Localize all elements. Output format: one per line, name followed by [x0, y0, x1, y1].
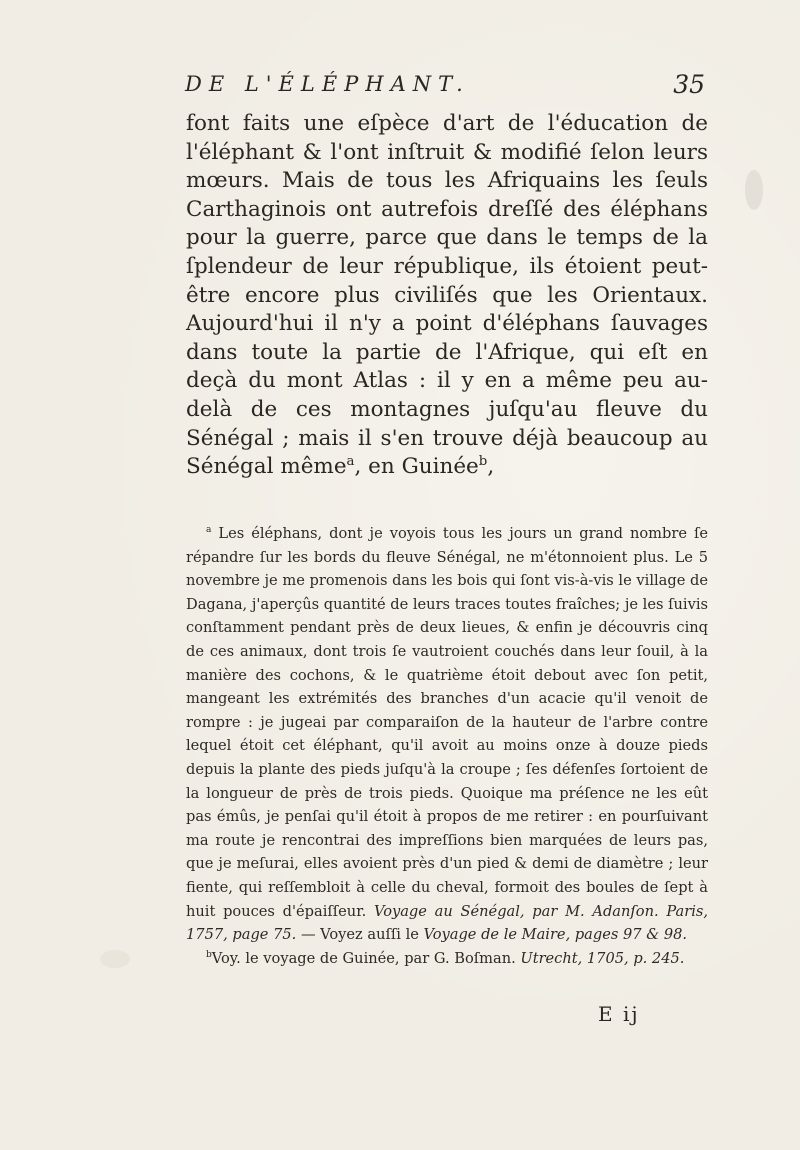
page-header: [185, 66, 705, 106]
footnote-a: [186, 522, 708, 947]
footnote-extra: — Voyez auſſi le: [300, 926, 419, 944]
main-text-mid: , en Guinée: [354, 454, 479, 480]
footnote-ref-b[interactable]: b: [478, 453, 488, 469]
footnote-ref-a[interactable]: a: [346, 453, 355, 469]
paper-stain: [745, 170, 763, 210]
main-text: font faits une eſpèce d'art de l'éducation de l'éléphant & l'ont inſtruit & modifié ſelon leurs mœurs. Mais de tous les Afriquains les ſeuls Carthaginois ont autrefois dreſſé des éléphans pour la guerre, parce que dans le temps de la ſplendeur de leur république, ils étoient peut-être encore plus civiliſés que les Orientaux. Aujourd'hui il n'y a point d'éléphans ſauvages dans toute la partie de l'Afrique, qui eſt en deçà du mont Atlas : il y en a même peu au-delà de ces montagnes juſqu'au fleuve du Sénégal ; mais il s'en trouve déjà beaucoup au Sénégal même: [186, 111, 708, 480]
footnote-extra-citation: Voyage de le Maire, pages 97 & 98.: [423, 926, 688, 944]
footnote-marker: a: [206, 525, 212, 536]
running-title: DE L'ÉLÉPHANT.: [185, 72, 470, 96]
footnote-text: Voy. le voyage de Guinée, par G. Boſman.: [211, 949, 516, 967]
paper-stain: [100, 950, 130, 968]
footnote-citation: Voyage au Sénégal, par M. Adanſon. Paris, 1757, page 75.: [186, 902, 709, 944]
main-paragraph: [186, 110, 708, 482]
footnote-marker: b: [206, 949, 212, 960]
footnotes: [186, 522, 708, 970]
page-number: 35: [673, 70, 705, 99]
signature-mark: E ij: [598, 1002, 640, 1026]
main-text-end: ,: [487, 454, 495, 480]
footnote-citation: Utrecht, 1705, p. 245.: [520, 949, 685, 967]
footnote-text: Les éléphans, dont je voyois tous les jours un grand nombre ſe répandre ſur les bords du fleuve Sénégal, ne m'étonnoient plus. Le 5 novembre je me promenois dans les bois qui ſont vis-à-vis le village de Dagana, j'aperçûs quantité de leurs traces toutes fraîches; je les ſuivis conſtamment pendant près de deux lieues, & enfin je découvris cinq de ces animaux, dont trois ſe vautroient couchés dans leur ſouil, à la manière des cochons, & le quatrième étoit debout avec ſon petit, mangeant les extrémités des branches d'un acacie qu'il venoit de rompre : je jugeai par comparaiſon de la hauteur de l'arbre contre lequel étoit cet éléphant, qu'il avoit au moins onze à douze pieds depuis la plante des pieds juſqu'à la croupe ; ſes défenſes ſortoient de la longueur de près de trois pieds. Quoique ma préſence ne les eût pas émûs, je penſai qu'il étoit à propos de me retirer : en pourſuivant ma route je rencontrai des impreſſions bien marquées de leurs pas, que je meſurai, elles avoient près d'un pied & demi de diamètre ; leur fiente, qui reſſembloit à celle du cheval, formoit des boules de ſept à huit pouces d'épaiſſeur.: [186, 525, 709, 920]
footnote-b: [186, 947, 708, 971]
